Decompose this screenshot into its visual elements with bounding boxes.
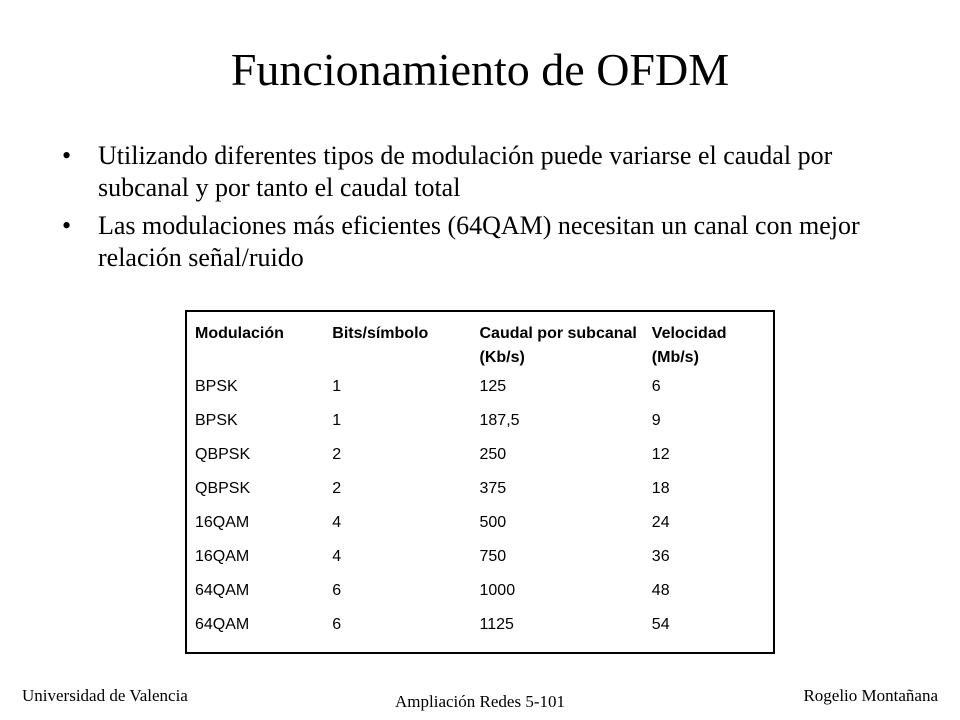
table-row (187, 438, 773, 472)
cell-bits: 4 (332, 548, 342, 565)
cell-modulation: 64QAM (195, 582, 250, 599)
footer-course-page: Ampliación Redes 5-101 (395, 692, 565, 711)
bullet-dot: • (62, 211, 72, 240)
header-modulation: Modulación (195, 325, 284, 342)
bullet-item (62, 210, 882, 274)
cell-bits: 6 (332, 582, 342, 599)
bullet-text: Utilizando diferentes tipos de modulación puede variarse el caudal por subcanal y por tanto el caudal total (98, 141, 833, 202)
cell-modulation: BPSK (195, 412, 238, 429)
cell-speed: 24 (651, 514, 670, 531)
cell-throughput: 375 (479, 480, 507, 497)
table-row (187, 506, 773, 540)
cell-modulation: 16QAM (195, 548, 250, 565)
table-row (187, 370, 773, 404)
cell-speed: 12 (651, 446, 670, 463)
footer-university: Universidad de Valencia (22, 686, 188, 705)
table-row (187, 404, 773, 438)
cell-throughput: 125 (479, 378, 507, 395)
table-row (187, 472, 773, 506)
modulation-table (185, 310, 775, 654)
cell-throughput: 500 (479, 514, 507, 531)
cell-bits: 2 (332, 446, 342, 463)
data-table (187, 312, 773, 642)
cell-bits: 4 (332, 514, 342, 531)
bullet-text: Las modulaciones más eficientes (64QAM) necesitan un canal con mejor relación señal/ruido (98, 211, 860, 272)
table-header-row (187, 312, 773, 370)
cell-modulation: BPSK (195, 378, 238, 395)
cell-throughput: 187,5 (479, 412, 520, 429)
cell-modulation: QBPSK (195, 446, 251, 463)
cell-modulation: 16QAM (195, 514, 250, 531)
cell-speed: 18 (651, 480, 670, 497)
cell-throughput: 250 (479, 446, 507, 463)
header-speed: Velocidad (Mb/s) (651, 325, 727, 366)
cell-bits: 1 (332, 412, 342, 429)
cell-modulation: QBPSK (195, 480, 251, 497)
table-row (187, 608, 773, 642)
table-row (187, 540, 773, 574)
bullet-list (62, 140, 882, 280)
cell-modulation: 64QAM (195, 616, 250, 633)
cell-speed: 6 (651, 378, 661, 395)
bullet-item (62, 140, 882, 204)
cell-throughput: 1000 (479, 582, 516, 599)
cell-bits: 2 (332, 480, 342, 497)
cell-bits: 1 (332, 378, 342, 395)
bullet-dot: • (62, 141, 72, 170)
cell-speed: 9 (651, 412, 661, 429)
cell-speed: 54 (651, 616, 670, 633)
table-row (187, 574, 773, 608)
footer-author: Rogelio Montañana (803, 686, 938, 705)
header-bits-per-symbol: Bits/símbolo (332, 325, 429, 342)
cell-throughput: 750 (479, 548, 507, 565)
cell-bits: 6 (332, 616, 342, 633)
cell-speed: 48 (651, 582, 670, 599)
cell-speed: 36 (651, 548, 670, 565)
header-throughput-per-subchannel: Caudal por subcanal (Kb/s) (479, 325, 637, 366)
cell-throughput: 1125 (479, 616, 514, 633)
slide-title: Funcionamiento de OFDM (230, 44, 730, 95)
